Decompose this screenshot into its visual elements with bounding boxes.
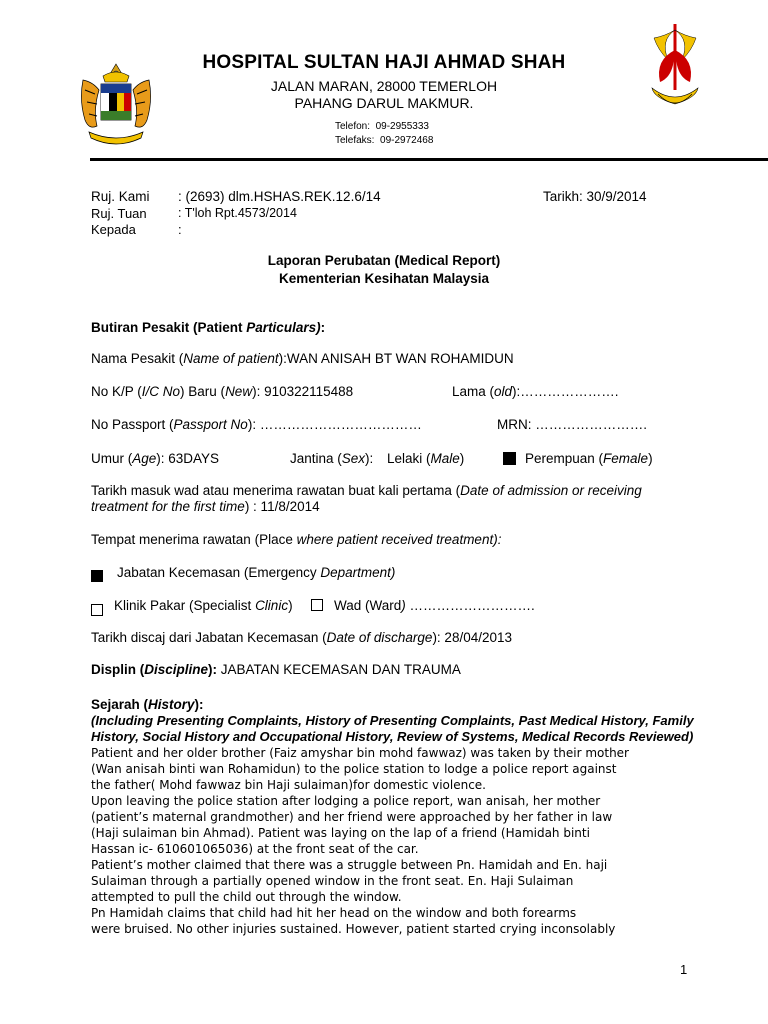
history-line: Upon leaving the police station after lodging a police report, wan anisah, her mother (91, 794, 601, 808)
kepada-value: : (178, 222, 182, 237)
patient-name: Nama Pesakit (Name of patient):WAN ANISAH BT WAN ROHAMIDUN (91, 351, 514, 366)
ruj-kami-label: Ruj. Kami (91, 189, 150, 204)
header-divider (90, 158, 768, 161)
patient-age: Umur (Age): 63DAYS (91, 451, 220, 466)
history-line: Hassan ic- 610601065036) at the front seat of the car. (91, 842, 419, 856)
hospital-name: HOSPITAL SULTAN HAJI AHMAD SHAH (202, 52, 566, 73)
passport-number: No Passport (Passport No): ……………………………… (91, 417, 422, 432)
history-line: the father( Mohd fawwaz bin Haji sulaiman)for domestic violence. (91, 778, 486, 792)
history-line: Patient’s mother claimed that there was a struggle between Pn. Hamidah and En. haji (91, 858, 608, 872)
mrn-number: MRN: ……………………. (497, 417, 647, 432)
history-line: attempted to pull the child out through the window. (91, 890, 402, 904)
history-line: (Haji sulaiman bin Ahmad). Patient was laying on the lap of a friend (Hamidah binti (91, 826, 590, 840)
history-instructions-1: (Including Presenting Complaints, History of Presenting Complaints, Past Medical History, Family (91, 713, 694, 728)
female-option-label: Perempuan (Female) (525, 451, 653, 466)
telefon-line: Telefon: 09-2955333 (335, 121, 429, 132)
ic-number: No K/P (I/C No) Baru (New): 910322115488 (91, 384, 354, 399)
female-checkbox[interactable] (503, 452, 516, 465)
history-line: Sulaiman through a partially opened window in the front seat. En. Haji Sulaiman (91, 874, 574, 888)
particulars-heading: Butiran Pesakit (Patient Particulars): (91, 320, 326, 335)
kepada-label: Kepada (91, 222, 136, 237)
discharge-date: Tarikh discaj dari Jabatan Kecemasan (Date of discharge): 28/04/2013 (91, 630, 513, 645)
report-date: Tarikh: 30/9/2014 (543, 189, 647, 204)
admission-date-line1: Tarikh masuk wad atau menerima rawatan buat kali pertama (Date of admission or receiving (91, 483, 642, 498)
history-instructions-2: History, Social History and Occupational History, Review of Systems, Medical Records Reviewed) (91, 729, 694, 744)
history-line: Pn Hamidah claims that child had hit her head on the window and both forearms (91, 906, 577, 920)
report-title: Laporan Perubatan (Medical Report) (267, 253, 501, 268)
emergency-option-label: Jabatan Kecemasan (Emergency Department) (117, 565, 396, 580)
discipline: Displin (Discipline): JABATAN KECEMASAN DAN TRAUMA (91, 662, 461, 677)
address-line-1: JALAN MARAN, 28000 TEMERLOH (270, 78, 498, 94)
male-option-label: Lelaki (Male) (387, 451, 465, 466)
old-ic-number: Lama (old):…………………. (452, 384, 619, 399)
report-subtitle: Kementerian Kesihatan Malaysia (278, 271, 490, 286)
specialist-clinic-option-label: Klinik Pakar (Specialist Clinic) (114, 598, 293, 613)
ruj-tuan-label: Ruj. Tuan (91, 206, 147, 221)
ruj-kami-value: : (2693) dlm.HSHAS.REK.12.6/14 (178, 189, 381, 204)
history-body (91, 745, 691, 937)
address-line-2: PAHANG DARUL MAKMUR. (294, 95, 474, 111)
ruj-tuan-value: : T'loh Rpt.4573/2014 (178, 206, 297, 220)
admission-date-line2: treatment for the first time) : 11/8/2014 (91, 499, 320, 514)
telefaks-line: Telefaks: 09-2972468 (335, 135, 434, 146)
page-number: 1 (680, 962, 688, 977)
ward-option-label: Wad (Ward) ………………………. (334, 598, 535, 613)
history-line: (patient’s maternal grandmother) and her friend were approached by her father in law (91, 810, 613, 824)
treatment-place-label: Tempat menerima rawatan (Place where patient received treatment): (91, 532, 502, 547)
history-line: (Wan anisah binti wan Rohamidun) to the police station to lodge a police report against (91, 762, 617, 776)
sex-label: Jantina (Sex): (290, 451, 374, 466)
history-line: were bruised. No other injuries sustained. However, patient started crying inconsolably (91, 922, 616, 936)
emergency-checkbox[interactable] (91, 570, 103, 582)
history-heading: Sejarah (History): (91, 697, 204, 712)
specialist-clinic-checkbox[interactable] (91, 604, 103, 616)
ward-checkbox[interactable] (311, 599, 323, 611)
history-line: Patient and her older brother (Faiz amyshar bin mohd fawwaz) was taken by their mother (91, 746, 629, 760)
